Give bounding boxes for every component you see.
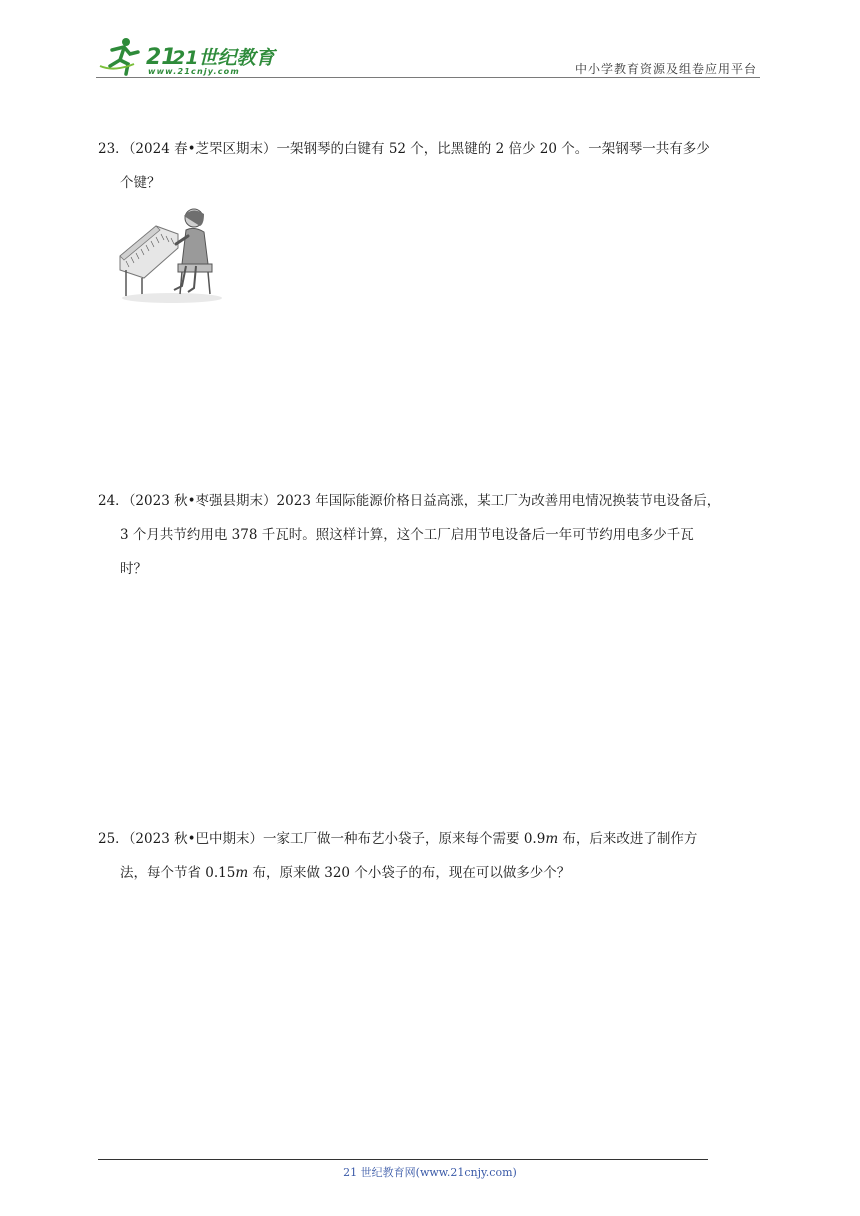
question-25-text-1a: （2023 秋•巴中期末）一家工厂做一种布艺小袋子，原来每个需要 0.9 [128, 831, 546, 847]
svg-text:www.21cnjy.com: www.21cnjy.com [148, 67, 240, 76]
svg-text:21: 21 [146, 45, 177, 70]
piano-player-icon [116, 204, 228, 304]
question-25-text-2a: 法，每个节省 0.15 [120, 865, 236, 881]
question-25-text-2b: 布，原来做 320 个小袋子的布，现在可以做多少个？ [248, 865, 571, 881]
platform-title: 中小学教育资源及组卷应用平台 [574, 62, 757, 76]
question-23 [98, 132, 764, 200]
question-24-line-2: 3 个月共节约用电 378 千瓦时。照这样计算，这个工厂启用节电设备后一年可节约用电多少千瓦 [120, 527, 694, 543]
svg-text:21世纪教育: 21世纪教育 [172, 47, 275, 69]
question-24-number: 24． [98, 493, 129, 509]
question-23-number: 23． [98, 141, 129, 157]
logo-runner-icon [94, 36, 275, 78]
page-header [0, 0, 860, 80]
footer-site-credit: 21 世纪教育网(www.21cnjy.com) [343, 1166, 517, 1179]
question-24 [98, 484, 764, 586]
question-25-line-1 [98, 822, 764, 856]
question-24-line-1 [98, 484, 764, 518]
question-24-text-1: （2023 秋•枣强县期末）2023 年国际能源价格日益高涨，某工厂为改善用电情况换装节电设备后， [128, 493, 721, 509]
question-25-number: 25． [98, 831, 129, 847]
header-divider [96, 77, 760, 78]
question-25-text-1b: 布，后来改进了制作方 [558, 831, 698, 847]
question-24-line-3: 时？ [120, 561, 147, 577]
footer-divider [98, 1159, 708, 1160]
question-23-line-1 [98, 132, 764, 166]
question-25 [98, 822, 764, 890]
unit-variable: m [235, 865, 249, 881]
question-23-line-2: 个键？ [120, 175, 161, 191]
question-23-text-1: （2024 春•芝罘区期末）一架钢琴的白键有 52 个，比黑键的 2 倍少 20 个。一架钢琴一共有多少 [128, 141, 710, 157]
question-25-line-2 [98, 856, 764, 890]
site-logo [94, 36, 275, 78]
piano-player-illustration [116, 204, 228, 304]
unit-variable: m [545, 831, 559, 847]
